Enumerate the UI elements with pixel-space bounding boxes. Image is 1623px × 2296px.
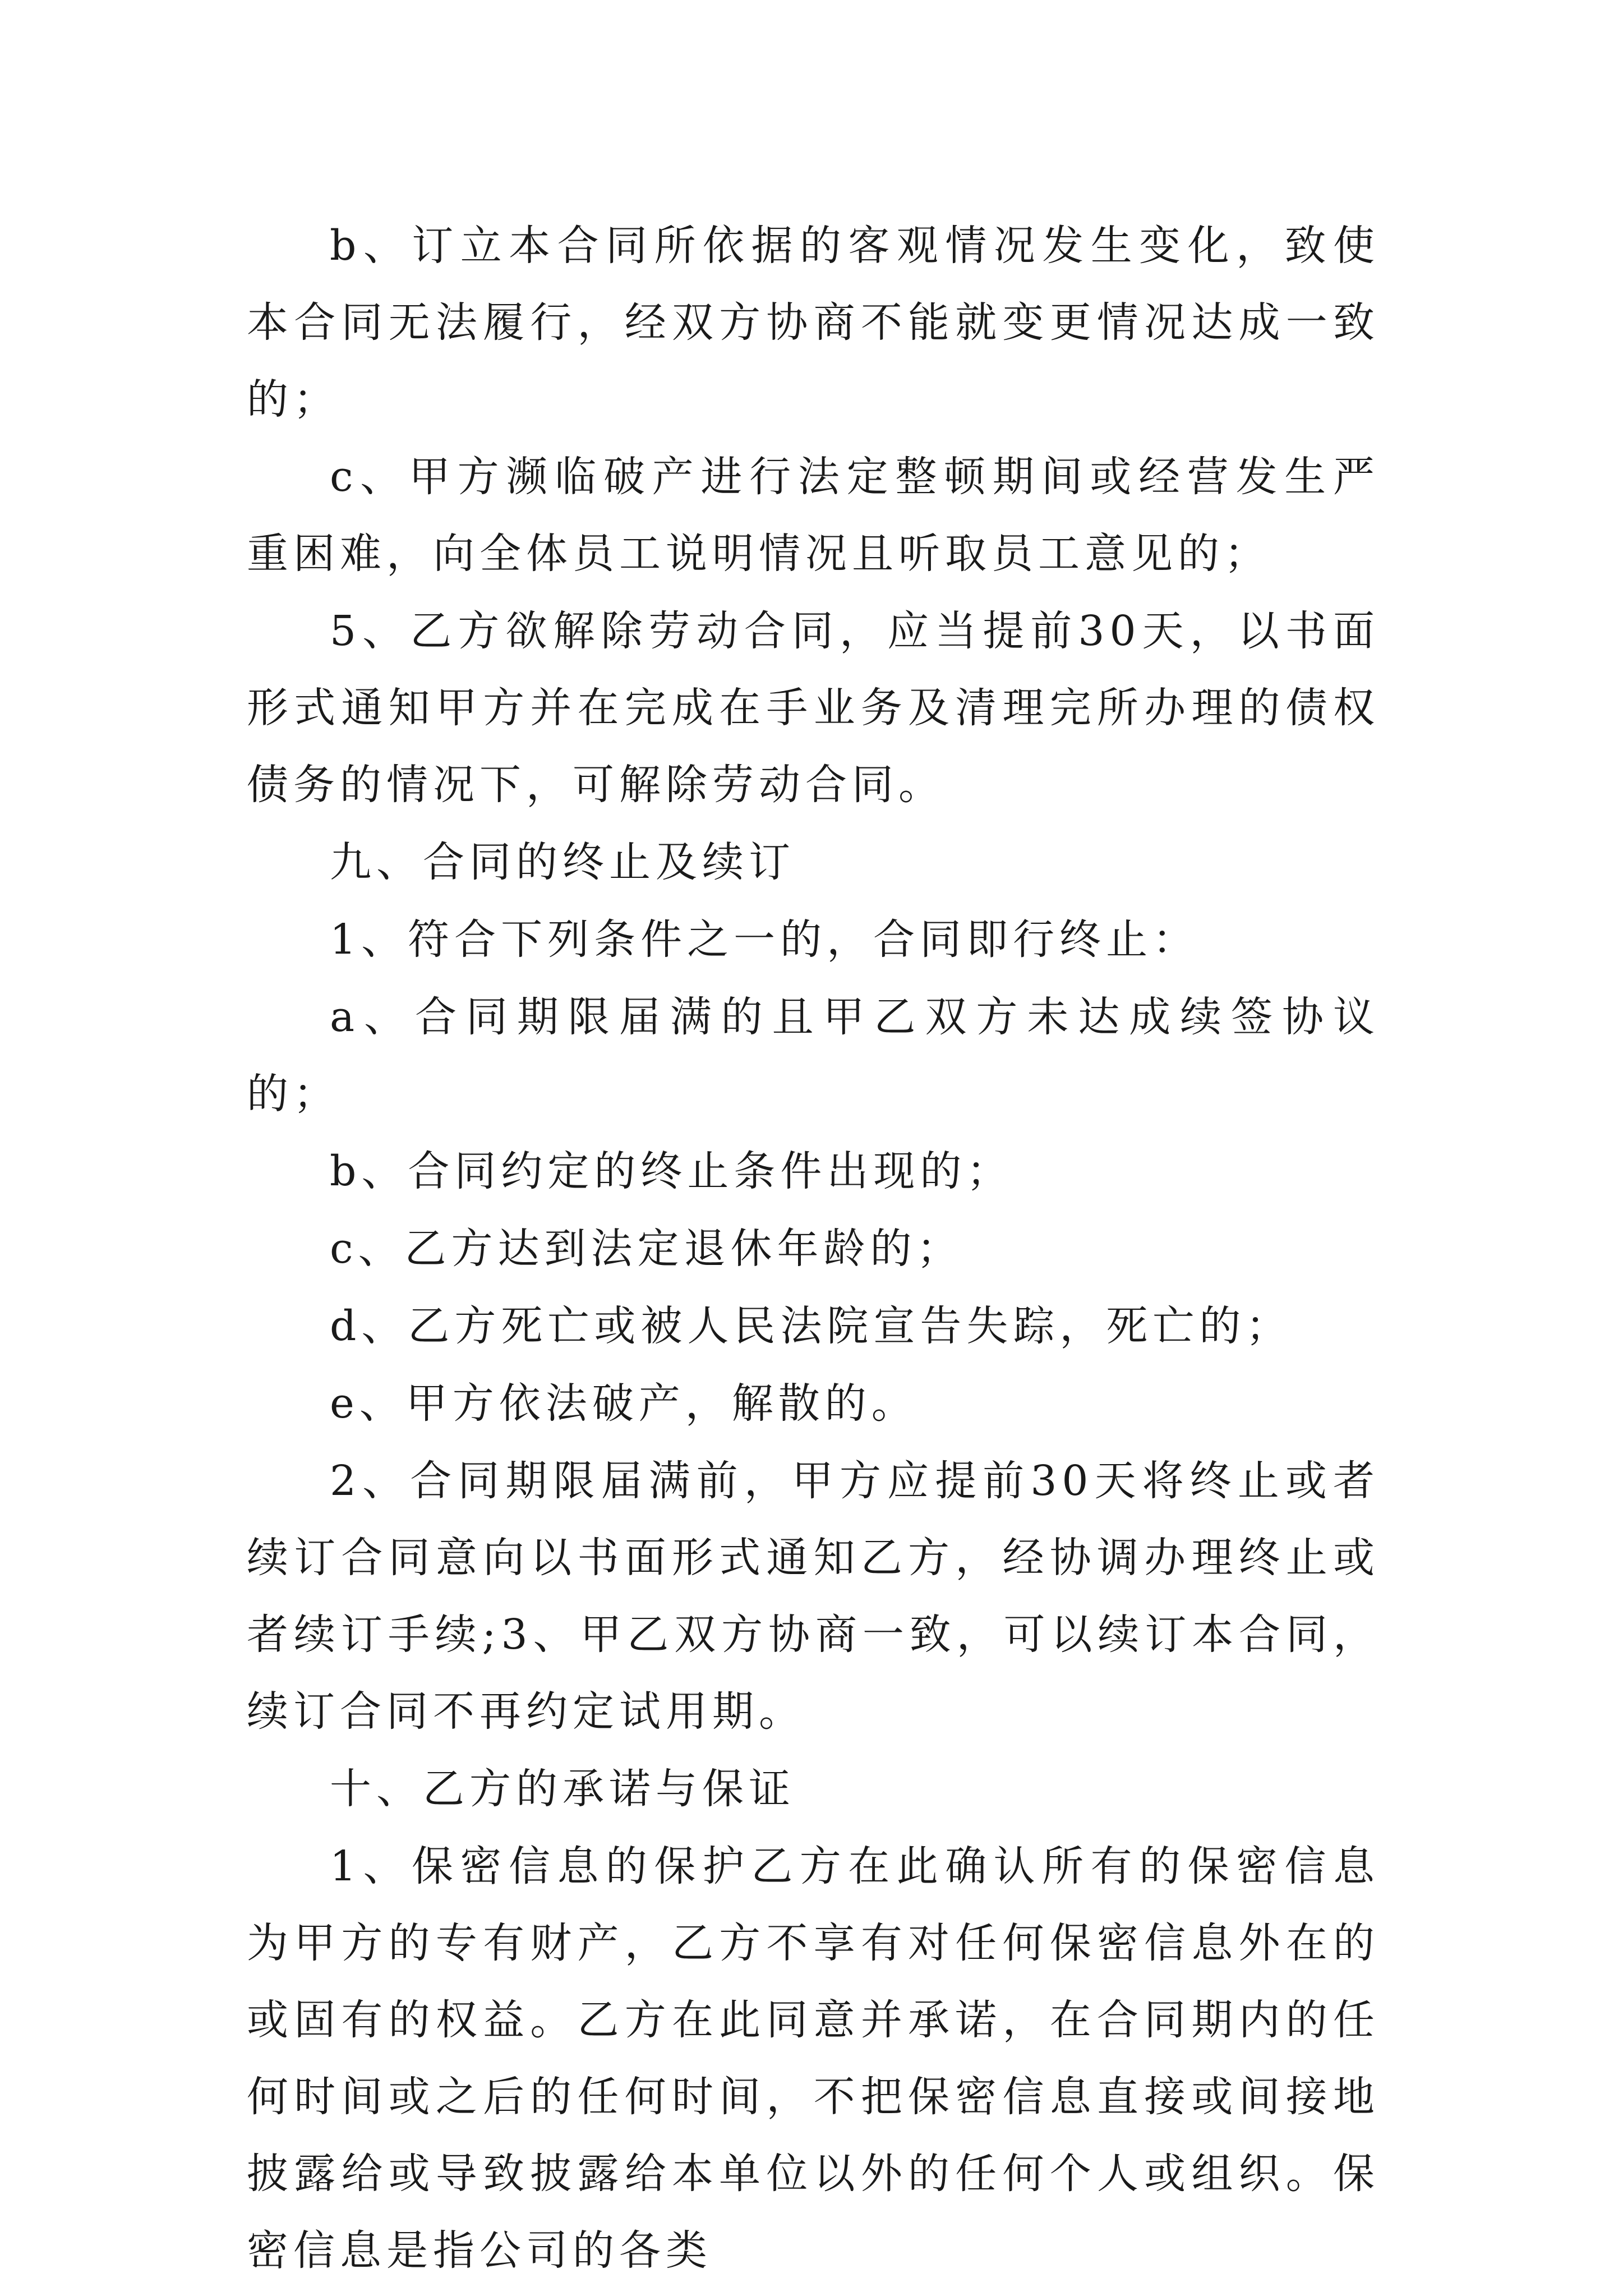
section-heading-termination-renewal: 九、合同的终止及续订 [330,838,795,886]
condition-d: d、乙方死亡或被人民法院宣告失踪，死亡的； [330,1302,1293,1350]
clause-5-employee-termination: 5、乙方欲解除劳动合同，应当提前30天，以书面形式通知甲方并在完成在手业务及清理完所办理的债权债务的情况下，可解除劳动合同。 [247,607,1380,809]
clause-c-bankruptcy-rectification: c、甲方濒临破产进行法定整顿期间或经营发生严重困难，向全体员工说明情况且听取员工意见的； [247,453,1380,578]
section-heading-commitments: 十、乙方的承诺与保证 [330,1765,795,1813]
condition-a: a、合同期限届满的且甲乙双方未达成续签协议的； [247,993,1380,1118]
clause-1-confidentiality: 1、保密信息的保护乙方在此确认所有的保密信息为甲方的专有财产，乙方不享有对任何保密信息外在的或固有的权益。乙方在此同意并承诺，在合同期内的任何时间或之后的任何时间，不把保密信息直接或间接地披露给或导致披露给本单位以外的任何个人或组织。保密信息是指公司的各类 [247,1842,1380,2275]
condition-e: e、甲方依法破产，解散的。 [330,1379,918,1428]
condition-c: c、乙方达到法定退休年龄的； [330,1225,963,1273]
document-page [247,208,1380,2289]
clause-b-objective-change: b、订立本合同所依据的客观情况发生变化，致使本合同无法履行，经双方协商不能就变更情况达成一致的； [247,222,1380,424]
clause-1-termination-conditions: 1、符合下列条件之一的，合同即行终止： [330,915,1200,964]
clause-2-3-renewal-notice: 2、合同期限届满前，甲方应提前30天将终止或者续订合同意向以书面形式通知乙方，经协调办理终止或者续订手续;3、甲乙双方协商一致，可以续订本合同，续订合同不再约定试用期。 [247,1457,1380,1736]
condition-b: b、合同约定的终止条件出现的； [330,1147,1013,1195]
